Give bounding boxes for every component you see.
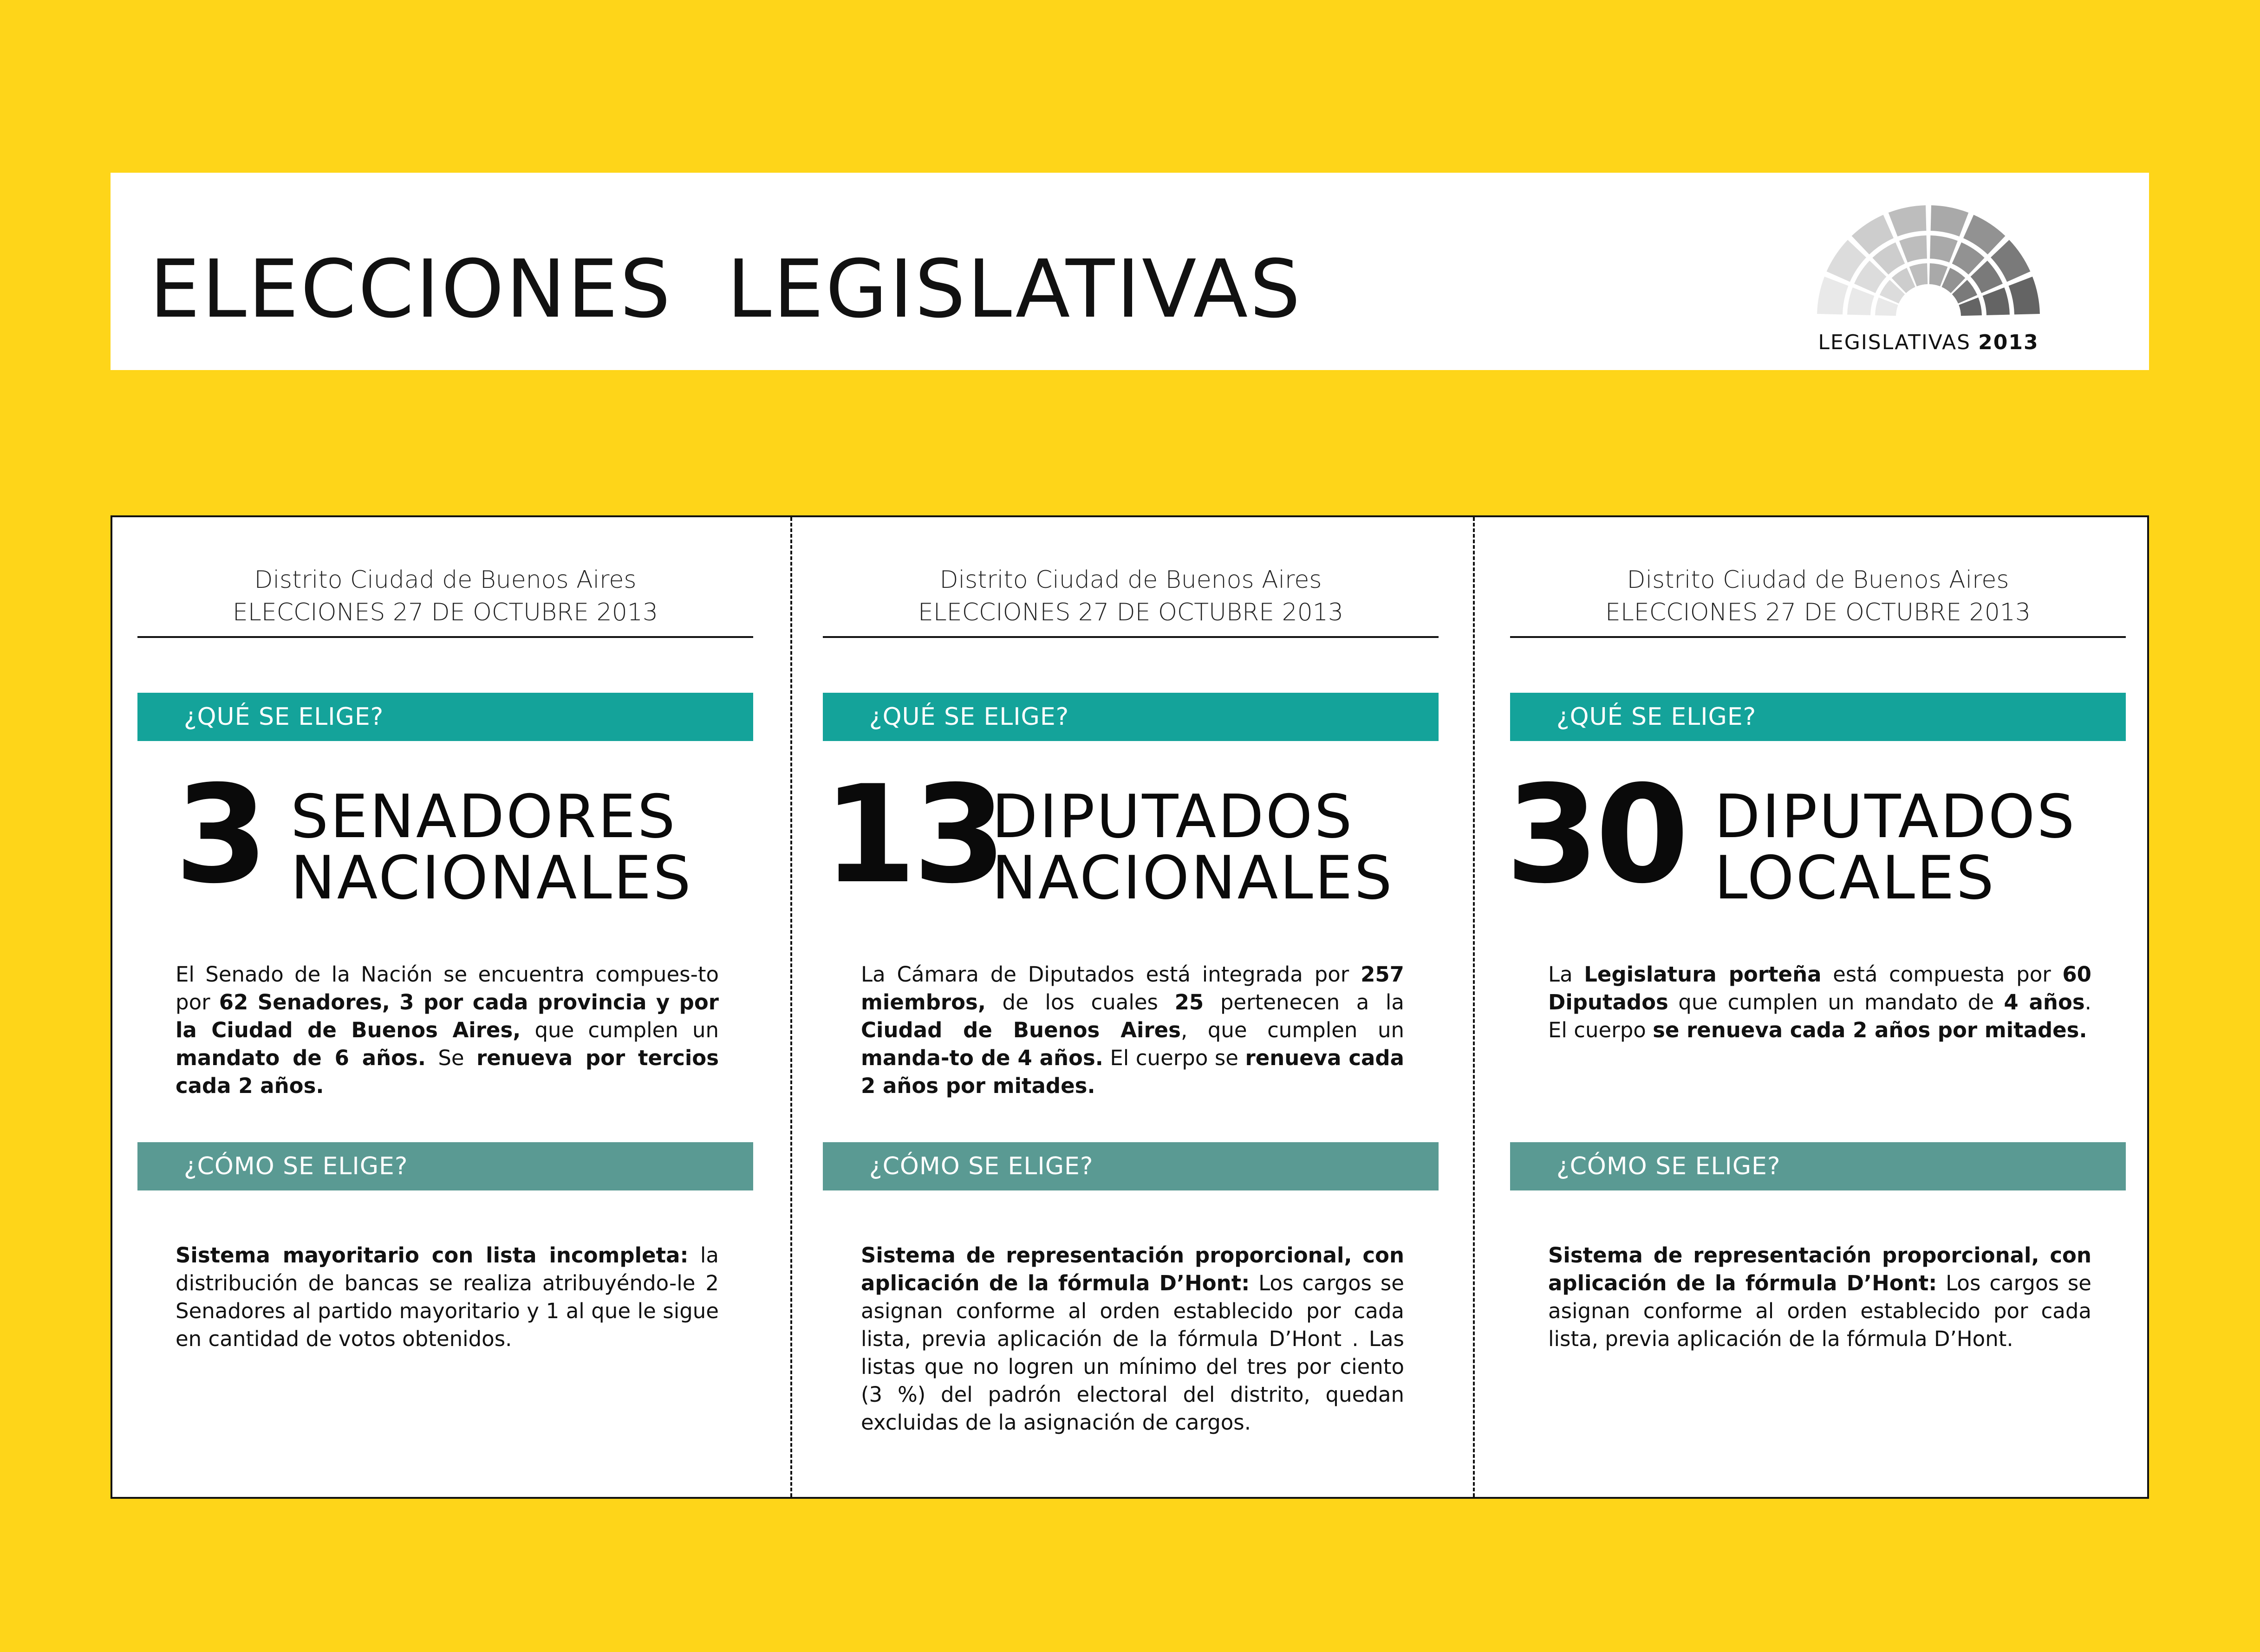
office-title — [992, 782, 1394, 913]
hemicycle-seat-block — [1983, 287, 2010, 315]
election-method-text — [176, 1242, 719, 1353]
seat-count: 13 — [823, 757, 1003, 913]
text-run: la distribución de bancas se realiza atribuyéndo-le 2 Senadores al partido mayoritario y 1 al que le sigue en cantidad de votos obtenidos. — [176, 1243, 719, 1351]
district-name: Distrito Ciudad de Buenos Aires — [254, 566, 637, 594]
seat-count: 30 — [1505, 757, 1686, 913]
column-divider — [1473, 517, 1475, 1497]
divider-line — [137, 636, 753, 638]
district-name: Distrito Ciudad de Buenos Aires — [939, 566, 1322, 594]
divider-line — [823, 636, 1439, 638]
election-method-text — [1548, 1242, 2091, 1353]
hemicycle-seat-block — [2009, 277, 2040, 315]
bold-text-run: se renueva cada 2 años por mitades. — [1653, 1018, 2087, 1042]
district-heading — [823, 564, 1439, 629]
district-heading — [1510, 564, 2126, 629]
legislativas-logo — [1789, 191, 2114, 358]
text-run: que cumplen un mandato de — [1668, 990, 2004, 1015]
logo-label — [1789, 331, 2068, 354]
how-is-elected-bar: ¿CÓMO SE ELIGE? — [1510, 1142, 2126, 1190]
text-run: que cumplen un — [521, 1018, 719, 1042]
column-diputados-nacionales — [823, 517, 1439, 1497]
office-title-line2: NACIONALES — [992, 844, 1394, 913]
office-title-line2: LOCALES — [1714, 844, 1996, 913]
text-run: La Cámara de Diputados está integrada por — [861, 962, 1361, 987]
bold-text-run: 60 Diputados — [1548, 962, 2091, 1015]
hemicycle-seat-block — [1847, 287, 1874, 315]
text-run: está compuesta por — [1821, 962, 2063, 987]
bold-text-run: Sistema de representación proporcional, con aplicación de la fórmula D’Hont: — [861, 1243, 1404, 1295]
office-title-line1: SENADORES — [291, 782, 677, 852]
bold-text-run: 4 años — [2004, 990, 2085, 1015]
bold-text-run: Ciudad de Buenos Aires — [861, 1018, 1181, 1042]
description-text — [1548, 961, 2091, 1044]
election-date: ELECCIONES 27 DE OCTUBRE 2013 — [918, 598, 1343, 626]
column-diputados-locales — [1505, 517, 2126, 1497]
what-is-elected-bar: ¿QUÉ SE ELIGE? — [823, 693, 1439, 741]
hemicycle-seat-block — [1899, 235, 1927, 262]
bold-text-run: 62 Senadores, 3 por cada provincia y por la Ciudad de Buenos Aires, — [176, 990, 719, 1042]
bold-text-run: renueva por tercios cada 2 años. — [176, 1046, 719, 1098]
text-run: , que cumplen un — [1180, 1018, 1404, 1042]
hemicycle-seat-block — [1889, 205, 1927, 236]
bold-text-run: mandato de 6 años. — [176, 1046, 426, 1070]
logo-label-year: 2013 — [1978, 331, 2039, 354]
parliament-hemicycle-icon — [1789, 191, 2068, 331]
bold-text-run: Sistema mayoritario con lista incompleta: — [176, 1243, 689, 1268]
office-title-line1: DIPUTADOS — [1714, 782, 2077, 852]
text-run: de los cuales — [985, 990, 1175, 1015]
district-name: Distrito Ciudad de Buenos Aires — [1627, 566, 2009, 594]
bold-text-run: 257 miembros, — [861, 962, 1404, 1015]
seat-count: 3 — [175, 757, 265, 913]
text-run: El Senado de la Nación se encuentra compues-to por — [176, 962, 719, 1015]
hemicycle-seat-block — [1817, 277, 1848, 315]
text-run: . El cuerpo — [1548, 990, 2091, 1042]
office-title — [1714, 782, 2077, 913]
text-run: La — [1548, 962, 1584, 987]
text-run: Los cargos se asignan conforme al orden establecido por cada lista, previa aplicación de la fórmula D’Hont . Las listas que no logren un mínimo del tres por ciento (3 %) del padrón electoral del distrito, quedan excluidas de la asignación de cargos. — [861, 1271, 1404, 1435]
district-heading — [137, 564, 753, 629]
bold-text-run: Sistema de representación proporcional, con aplicación de la fórmula D’Hont: — [1548, 1243, 2091, 1295]
what-is-elected-bar: ¿QUÉ SE ELIGE? — [137, 693, 753, 741]
office-title-line1: DIPUTADOS — [992, 782, 1354, 852]
elections-panel — [111, 515, 2149, 1499]
election-date: ELECCIONES 27 DE OCTUBRE 2013 — [233, 598, 658, 626]
divider-line — [1510, 636, 2126, 638]
description-text — [861, 961, 1404, 1100]
bold-text-run: Legislatura porteña — [1584, 962, 1822, 987]
logo-label-text: LEGISLATIVAS — [1818, 331, 1979, 354]
office-title — [291, 782, 693, 913]
bold-text-run: manda-to de 4 años. — [861, 1046, 1103, 1070]
office-title-line2: NACIONALES — [291, 844, 693, 913]
how-is-elected-bar: ¿CÓMO SE ELIGE? — [823, 1142, 1439, 1190]
how-is-elected-bar: ¿CÓMO SE ELIGE? — [137, 1142, 753, 1190]
page-title: ELECCIONES LEGISLATIVAS — [150, 242, 1303, 336]
bold-text-run: 25 — [1174, 990, 1204, 1015]
bold-text-run: renueva cada 2 años por mitades. — [861, 1046, 1404, 1098]
election-date: ELECCIONES 27 DE OCTUBRE 2013 — [1605, 598, 2031, 626]
text-run: pertenecen a la — [1204, 990, 1404, 1015]
text-run: Los cargos se asignan conforme al orden establecido por cada lista, previa aplicación de la fórmula D’Hont. — [1548, 1271, 2091, 1351]
text-run: El cuerpo se — [1103, 1046, 1245, 1070]
column-senadores — [137, 517, 753, 1497]
text-run: Se — [425, 1046, 477, 1070]
hemicycle-seat-block — [1930, 235, 1958, 262]
column-divider — [790, 517, 792, 1497]
hemicycle-seat-block — [1931, 205, 1969, 236]
header-banner — [111, 173, 2149, 370]
what-is-elected-bar: ¿QUÉ SE ELIGE? — [1510, 693, 2126, 741]
election-method-text — [861, 1242, 1404, 1437]
description-text — [176, 961, 719, 1100]
